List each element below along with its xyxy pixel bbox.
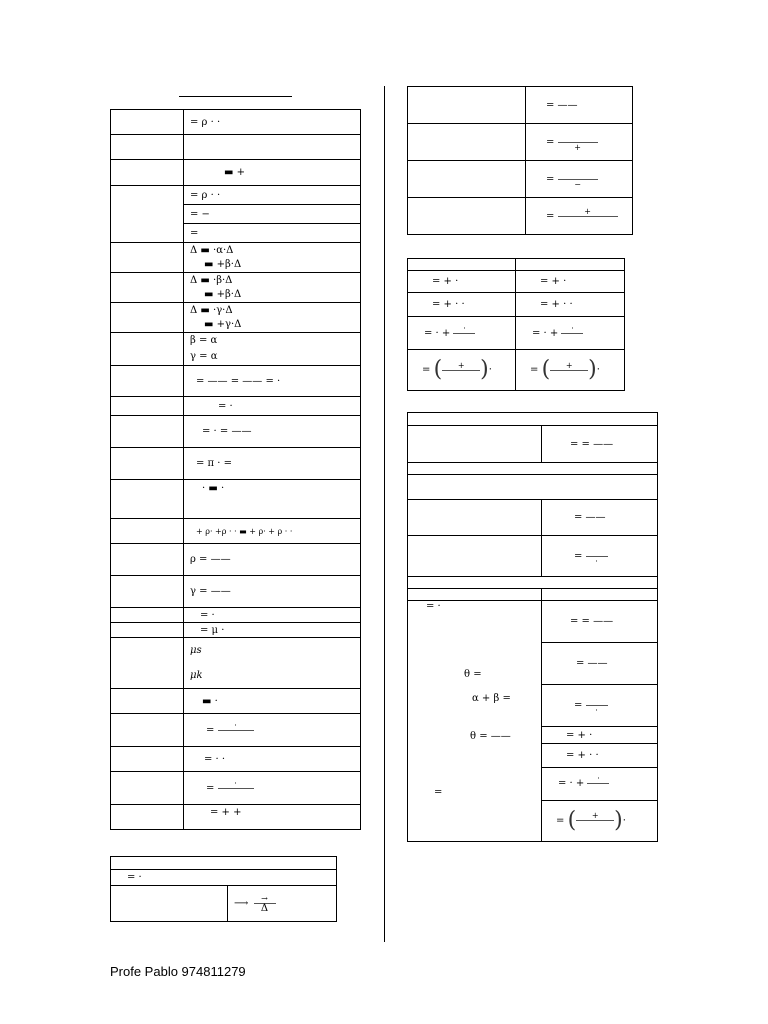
formula-cell: ▬ + — [184, 160, 361, 186]
label-cell — [111, 110, 184, 135]
formula-line: μs — [190, 645, 202, 656]
label-cell — [408, 161, 526, 198]
formula-cell: = · — [184, 397, 361, 416]
theta-equation: θ = — [464, 669, 482, 680]
header-cell — [408, 413, 658, 426]
theta-equation: θ = —— — [470, 731, 511, 742]
formula-cell — [184, 714, 361, 747]
fraction: · — [453, 324, 475, 343]
label-cell — [111, 519, 184, 544]
formula-line: μk — [190, 670, 203, 681]
formula-cell — [184, 638, 361, 689]
label-cell — [111, 273, 184, 303]
fraction: · — [218, 779, 254, 798]
label-cell — [111, 243, 184, 273]
header-cell — [408, 475, 658, 500]
formula-cell — [228, 886, 337, 922]
derivation-line: = — [434, 787, 443, 798]
right-top-table — [407, 86, 633, 235]
label-cell — [111, 135, 184, 160]
left-small-table — [110, 856, 337, 922]
fraction: + — [550, 361, 588, 380]
label-cell — [408, 124, 526, 161]
formula-line: ▬ +β·Δ — [204, 258, 242, 270]
right-mid-table — [407, 258, 625, 391]
formula-line: ▬ +γ·Δ — [204, 318, 242, 330]
column-divider — [384, 86, 385, 942]
angle-sum-equation: α + β = — [472, 693, 511, 704]
formula-cell: = + — [526, 124, 633, 161]
header-cell — [408, 577, 658, 589]
label-cell — [111, 638, 184, 689]
label-cell — [408, 536, 542, 577]
formula-cell: = μ · — [184, 623, 361, 638]
formula-cell — [184, 333, 361, 366]
formula-cell: = · — [184, 608, 361, 623]
arrow-text: ⟶ — [234, 898, 249, 909]
label-cell — [408, 500, 542, 536]
header-cell — [542, 589, 658, 601]
label-cell — [111, 544, 184, 576]
formula-cell: = = —— — [542, 426, 658, 463]
formula-cell: = · = —— — [184, 416, 361, 448]
label-cell — [111, 397, 184, 416]
fraction: − — [558, 170, 598, 189]
label-cell — [111, 747, 184, 772]
formula-cell: = + · — [542, 727, 658, 744]
formula-cell: = − — [526, 161, 633, 198]
formula-cell: = —— — [526, 87, 633, 124]
formula-cell: = —— = —— = · — [184, 366, 361, 397]
formula-cell — [184, 772, 361, 805]
label-cell — [111, 608, 184, 623]
formula-cell: = + · — [408, 271, 516, 293]
label-cell — [111, 366, 184, 397]
formula-line: Δ ▬ ·γ·Δ — [190, 304, 233, 316]
derivation-line: = · — [426, 601, 441, 612]
formula-cell: · ▬ · — [184, 480, 361, 519]
formula-cell: = · + · — [516, 317, 625, 350]
formula-cell: = + · · — [516, 293, 625, 317]
derivation-cell — [408, 601, 542, 842]
fraction: · — [587, 774, 609, 793]
formula-cell — [184, 303, 361, 333]
formula-cell: + ρ· +ρ · · ▬ + ρ· + ρ · · — [184, 519, 361, 544]
right-bottom-table — [407, 412, 658, 842]
label-cell — [111, 886, 228, 922]
formula-line: Δ ▬ ·α·Δ — [190, 244, 234, 256]
fraction: + — [576, 811, 614, 830]
header-cell — [408, 589, 542, 601]
formula-cell: = —— — [542, 643, 658, 684]
label-cell — [111, 416, 184, 448]
title-underline — [179, 96, 292, 97]
label-cell — [111, 448, 184, 480]
header-cell — [408, 463, 658, 475]
formula-line: ▬ +β·Δ — [204, 288, 242, 300]
label-cell — [111, 333, 184, 366]
formula-text: = — [206, 724, 215, 736]
label-cell — [408, 198, 526, 235]
formula-text: = — [206, 782, 215, 794]
formula-cell: = + + — [184, 805, 361, 830]
fraction: · — [586, 547, 608, 566]
label-cell — [408, 426, 542, 463]
label-cell — [111, 186, 184, 243]
formula-cell: = ( + )· — [516, 350, 625, 391]
formula-cell: = —— — [542, 500, 658, 536]
label-cell — [408, 87, 526, 124]
formula-cell: γ = —— — [184, 576, 361, 608]
formula-cell: = · + · — [408, 317, 516, 350]
formula-line: γ = α — [190, 351, 218, 362]
formula-cell — [184, 243, 361, 273]
footer-author-phone: Profe Pablo 974811279 — [110, 964, 246, 979]
formula-cell: = ( + )· — [408, 350, 516, 391]
formula-cell: = ( + )· — [542, 800, 658, 841]
formula-cell: = · · — [184, 747, 361, 772]
header-cell — [516, 259, 625, 271]
label-cell — [111, 576, 184, 608]
formula-cell: = − — [184, 205, 361, 224]
left-formula-table — [110, 109, 361, 830]
label-cell — [111, 689, 184, 714]
formula-cell: = = —— — [542, 601, 658, 643]
label-cell — [111, 772, 184, 805]
label-cell — [111, 480, 184, 519]
fraction: · — [561, 324, 583, 343]
formula-cell: = — [184, 224, 361, 243]
formula-cell: = + · · — [542, 744, 658, 768]
label-cell — [111, 160, 184, 186]
formula-line: Δ ▬ ·β·Δ — [190, 274, 233, 286]
formula-cell: = π · = — [184, 448, 361, 480]
fraction: $\frac{\to}{\Delta}$ — [254, 894, 276, 913]
formula-cell: ▬ · — [184, 689, 361, 714]
formula-cell: = · + · — [542, 768, 658, 800]
formula-line: β = α — [190, 335, 218, 346]
fraction: + — [442, 361, 480, 380]
formula-cell — [184, 135, 361, 160]
header-cell — [408, 259, 516, 271]
formula-cell: = · — [542, 684, 658, 726]
header-cell — [111, 857, 337, 870]
fraction: + — [558, 133, 598, 152]
fraction: · — [218, 721, 254, 740]
formula-cell: = · — [111, 870, 337, 886]
label-cell — [111, 623, 184, 638]
formula-cell: = + — [526, 198, 633, 235]
formula-cell — [184, 273, 361, 303]
fraction: · — [586, 696, 608, 715]
label-cell — [111, 303, 184, 333]
label-cell — [111, 805, 184, 830]
label-cell — [111, 714, 184, 747]
formula-cell: = + · — [516, 271, 625, 293]
formula-cell: = · — [542, 536, 658, 577]
formula-cell: = ρ · · — [184, 110, 361, 135]
formula-cell: ρ = —— — [184, 544, 361, 576]
formula-cell: = ρ · · — [184, 186, 361, 205]
fraction: + — [558, 207, 618, 226]
formula-cell: = + · · — [408, 293, 516, 317]
